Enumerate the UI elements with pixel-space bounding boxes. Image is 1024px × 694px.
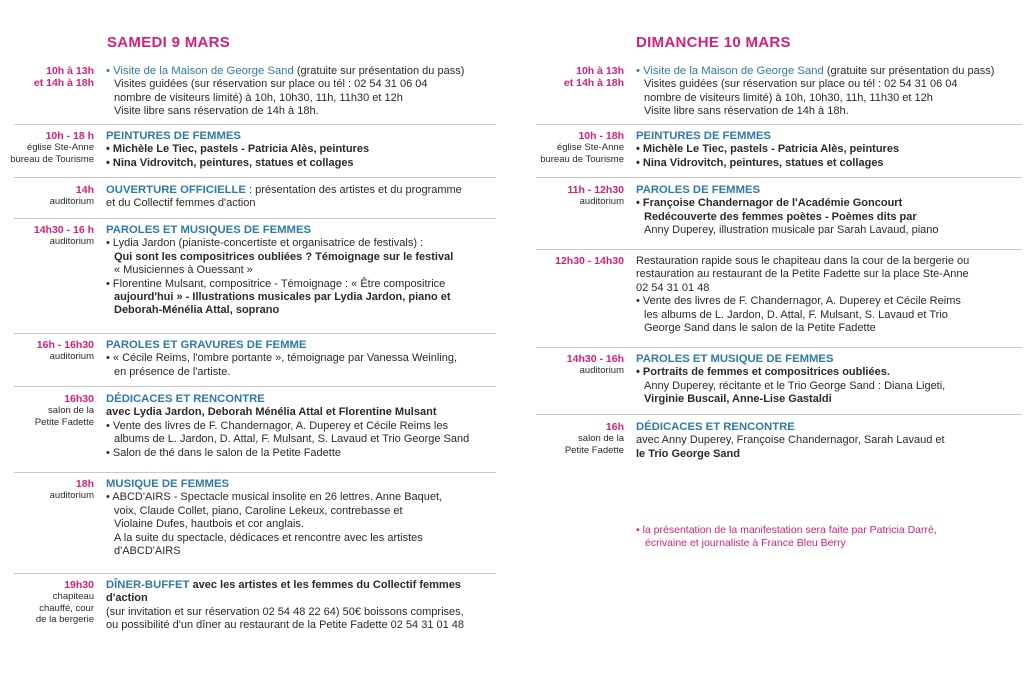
divider bbox=[14, 177, 496, 178]
program-row bbox=[512, 421, 1022, 461]
event-category: MUSIQUE DE FEMMES bbox=[106, 478, 230, 490]
event-text: • Florentine Mulsant, compositrice - Témoignage : « Être compositrice bbox=[106, 277, 446, 290]
saturday-title: SAMEDI 9 MARS bbox=[107, 34, 231, 51]
time-label: 16h bbox=[605, 421, 624, 433]
program-row bbox=[0, 393, 496, 460]
time-cell bbox=[512, 184, 630, 238]
event-text: Restauration rapide sous le chapiteau dans la cour de la bergerie ou bbox=[636, 255, 970, 267]
event-text: avec les artistes et les femmes du Collectif femmes d'action bbox=[106, 579, 461, 605]
venue-label: Petite Fadette bbox=[34, 416, 94, 428]
event-category: DÉDICACES ET RENCONTRE bbox=[636, 421, 795, 433]
event-text: les albums de L. Jardon, D. Attal, F. Mulsant, S. Lavaud et Trio bbox=[644, 308, 948, 321]
venue-label: bureau de Tourisme bbox=[540, 153, 624, 165]
venue-label: église Ste-Anne bbox=[556, 142, 624, 153]
time-cell bbox=[512, 255, 630, 335]
time-label: et 14h à 18h bbox=[563, 77, 624, 89]
event-text: Anny Duperey, récitante et le Trio George Sand : Diana Ligeti, bbox=[644, 379, 946, 392]
program-row bbox=[512, 130, 1022, 170]
venue-label: salon de la bbox=[48, 405, 94, 416]
event-body bbox=[100, 478, 496, 558]
program-row bbox=[512, 184, 1022, 238]
time-label: 10h - 18 h bbox=[45, 130, 94, 142]
time-cell bbox=[0, 184, 100, 211]
event-text: en présence de l'artiste. bbox=[114, 365, 231, 378]
event-text: (gratuite sur présentation du pass) bbox=[293, 65, 465, 77]
program-row bbox=[0, 478, 496, 558]
event-text: Visite libre sans réservation de 14h à 18h. bbox=[644, 105, 849, 118]
event-body bbox=[100, 65, 496, 119]
divider bbox=[14, 218, 496, 219]
event-category: DÉDICACES ET RENCONTRE bbox=[106, 393, 265, 405]
note-line: écrivaine et journaliste à France Bleu Berry bbox=[645, 537, 846, 549]
divider bbox=[14, 472, 496, 473]
event-title: • Visite de la Maison de George Sand bbox=[106, 65, 294, 77]
event-text: : présentation des artistes et du programme bbox=[245, 184, 462, 196]
event-body bbox=[630, 421, 1022, 461]
event-text: aujourd'hui » - Illustrations musicales par Lydia Jardon, piano et bbox=[114, 291, 451, 304]
divider bbox=[14, 333, 496, 334]
time-cell bbox=[512, 421, 630, 461]
divider bbox=[14, 573, 496, 574]
event-text: 02 54 31 01 48 bbox=[636, 281, 710, 294]
event-text: nombre de visiteurs limité) à 10h, 10h30, 11h, 11h30 et 12h bbox=[114, 91, 403, 104]
time-label: 14h30 - 16h bbox=[566, 353, 624, 365]
event-body bbox=[630, 184, 1022, 238]
event-text: • Lydia Jardon (pianiste-concertiste et organisatrice de festivals) : bbox=[106, 237, 424, 250]
event-category: PEINTURES DE FEMMES bbox=[106, 130, 241, 142]
time-label: 14h bbox=[75, 184, 94, 196]
event-category: PAROLES ET GRAVURES DE FEMME bbox=[106, 339, 307, 351]
event-text: (sur invitation et sur réservation 02 54 48 22 64) 50€ boissons comprises, bbox=[106, 605, 464, 618]
event-text: • Françoise Chandernagor de l'Académie Goncourt bbox=[636, 197, 903, 210]
program-row bbox=[512, 255, 1022, 335]
event-text: et du Collectif femmes d'action bbox=[106, 197, 256, 210]
time-cell bbox=[512, 65, 630, 119]
event-text: avec Lydia Jardon, Deborah Ménélia Attal et Florentine Mulsant bbox=[106, 406, 437, 419]
event-text: ou possibilité d'un dîner au restaurant de la Petite Fadette 02 54 31 01 48 bbox=[106, 619, 465, 632]
divider bbox=[536, 249, 1022, 250]
event-text: A la suite du spectacle, dédicaces et rencontre avec les artistes bbox=[114, 531, 423, 544]
event-text: d'ABCD'AIRS bbox=[114, 545, 181, 558]
venue-label: chapiteau bbox=[52, 591, 94, 602]
event-text: voix, Claude Collet, piano, Caroline Lekeux, contrebasse et bbox=[114, 504, 403, 517]
program-row bbox=[512, 65, 1022, 119]
event-text: • Portraits de femmes et compositrices oubliées. bbox=[636, 366, 890, 379]
event-text: Visite libre sans réservation de 14h à 18h. bbox=[114, 105, 319, 118]
event-text: « Musiciennes à Ouessant » bbox=[114, 264, 253, 277]
event-category: OUVERTURE OFFICIELLE bbox=[106, 184, 246, 196]
time-label: 11h - 12h30 bbox=[567, 184, 624, 196]
time-cell bbox=[0, 478, 100, 558]
event-text: Violaine Dufes, hautbois et cor anglais. bbox=[114, 518, 304, 531]
program-row bbox=[0, 224, 496, 318]
event-body bbox=[100, 130, 496, 170]
time-cell bbox=[0, 65, 100, 119]
time-label: et 14h à 18h bbox=[33, 77, 94, 89]
venue-label: salon de la bbox=[578, 433, 624, 444]
event-text: George Sand dans le salon de la Petite Fadette bbox=[644, 322, 876, 335]
venue-label: auditorium bbox=[49, 196, 94, 207]
event-text: restauration au restaurant de la Petite Fadette sur la place Ste-Anne bbox=[636, 268, 969, 281]
event-text: • Salon de thé dans le salon de la Petite Fadette bbox=[106, 446, 342, 459]
event-text: • ABCD'AIRS - Spectacle musical insolite en 26 lettres. Anne Baquet, bbox=[106, 491, 443, 504]
event-body bbox=[630, 65, 1022, 119]
divider bbox=[14, 124, 496, 125]
event-body bbox=[100, 579, 496, 633]
event-text: • Michèle Le Tiec, pastels - Patricia Alès, peintures bbox=[636, 143, 900, 156]
event-body bbox=[630, 255, 1022, 335]
event-text: Redécouverte des femmes poètes - Poèmes dits par bbox=[644, 210, 917, 223]
event-text: Visites guidées (sur réservation sur place ou tél : 02 54 31 06 04 bbox=[644, 78, 958, 91]
program-row bbox=[512, 353, 1022, 407]
time-label: 16h - 16h30 bbox=[36, 339, 94, 351]
event-category: DÎNER-BUFFET bbox=[106, 579, 190, 591]
time-label: 10h à 13h bbox=[46, 65, 94, 77]
event-text: • « Cécile Reims, l'ombre portante », témoignage par Vanessa Weinling, bbox=[106, 352, 458, 365]
event-category: PAROLES ET MUSIQUES DE FEMMES bbox=[106, 224, 312, 236]
time-cell bbox=[512, 130, 630, 170]
event-body bbox=[100, 339, 496, 379]
event-text: • Nina Vidrovitch, peintures, statues et collages bbox=[106, 156, 354, 169]
venue-label: auditorium bbox=[49, 236, 94, 247]
venue-label: Petite Fadette bbox=[564, 444, 624, 456]
event-text: Deborah-Ménélia Attal, soprano bbox=[114, 304, 280, 317]
time-label: 14h30 - 16 h bbox=[33, 224, 94, 236]
time-label: 18h bbox=[75, 478, 94, 490]
event-text: Anny Duperey, illustration musicale par Sarah Lavaud, piano bbox=[644, 224, 939, 237]
time-label: 10h - 18h bbox=[578, 130, 624, 142]
event-text: albums de L. Jardon, D. Attal, F. Mulsant, S. Lavaud et Trio George Sand bbox=[114, 433, 470, 446]
venue-label: chauffé, cour bbox=[39, 602, 94, 614]
presentation-note bbox=[636, 524, 937, 550]
venue-label: auditorium bbox=[49, 490, 94, 501]
time-cell bbox=[512, 353, 630, 407]
event-body bbox=[100, 393, 496, 460]
event-text: Visites guidées (sur réservation sur place ou tél : 02 54 31 06 04 bbox=[114, 78, 428, 91]
event-body bbox=[100, 184, 496, 211]
event-text: Qui sont les compositrices oubliées ? Témoignage sur le festival bbox=[114, 250, 454, 263]
divider bbox=[536, 177, 1022, 178]
venue-label: auditorium bbox=[579, 365, 624, 376]
time-cell bbox=[0, 393, 100, 460]
venue-label: église Ste-Anne bbox=[26, 142, 94, 153]
event-category: PEINTURES DE FEMMES bbox=[636, 130, 771, 142]
time-label: 12h30 - 14h30 bbox=[555, 255, 624, 267]
event-category: PAROLES ET MUSIQUE DE FEMMES bbox=[636, 353, 834, 365]
event-text: avec Anny Duperey, Françoise Chandernagor, Sarah Lavaud et bbox=[636, 434, 945, 447]
program-row bbox=[0, 65, 496, 119]
event-text: • Nina Vidrovitch, peintures, statues et collages bbox=[636, 156, 884, 169]
time-label: 19h30 bbox=[64, 579, 94, 591]
divider bbox=[14, 386, 496, 387]
divider bbox=[536, 347, 1022, 348]
time-cell bbox=[0, 130, 100, 170]
event-text: • Michèle Le Tiec, pastels - Patricia Alès, peintures bbox=[106, 143, 370, 156]
note-line: • la présentation de la manifestation sera faite par Patricia Darré, bbox=[636, 524, 937, 536]
time-label: 10h à 13h bbox=[576, 65, 624, 77]
event-body bbox=[630, 130, 1022, 170]
event-body bbox=[630, 353, 1022, 407]
venue-label: auditorium bbox=[579, 196, 624, 207]
time-cell bbox=[0, 339, 100, 379]
divider bbox=[536, 124, 1022, 125]
time-cell bbox=[0, 579, 100, 633]
divider bbox=[536, 414, 1022, 415]
event-title: • Visite de la Maison de George Sand bbox=[636, 65, 824, 77]
venue-label: auditorium bbox=[49, 351, 94, 362]
venue-label: de la bergerie bbox=[35, 614, 94, 625]
event-category: PAROLES DE FEMMES bbox=[636, 184, 761, 196]
event-text: • Vente des livres de F. Chandernagor, A. Duperey et Cécile Reims les bbox=[106, 419, 448, 432]
event-text: • Vente des livres de F. Chandernagor, A. Duperey et Cécile Reims bbox=[636, 295, 961, 308]
event-text: Virginie Buscail, Anne-Lise Gastaldi bbox=[644, 393, 832, 406]
program-row bbox=[0, 184, 496, 211]
program-row bbox=[0, 339, 496, 379]
venue-label: bureau de Tourisme bbox=[10, 153, 94, 165]
sunday-title: DIMANCHE 10 MARS bbox=[636, 34, 791, 51]
event-text: le Trio George Sand bbox=[636, 447, 740, 460]
event-text: (gratuite sur présentation du pass) bbox=[823, 65, 995, 77]
event-text: nombre de visiteurs limité) à 10h, 10h30, 11h, 11h30 et 12h bbox=[644, 91, 933, 104]
time-label: 16h30 bbox=[64, 393, 94, 405]
program-row bbox=[0, 130, 496, 170]
program-row bbox=[0, 579, 496, 633]
time-cell bbox=[0, 224, 100, 318]
event-body bbox=[100, 224, 496, 318]
